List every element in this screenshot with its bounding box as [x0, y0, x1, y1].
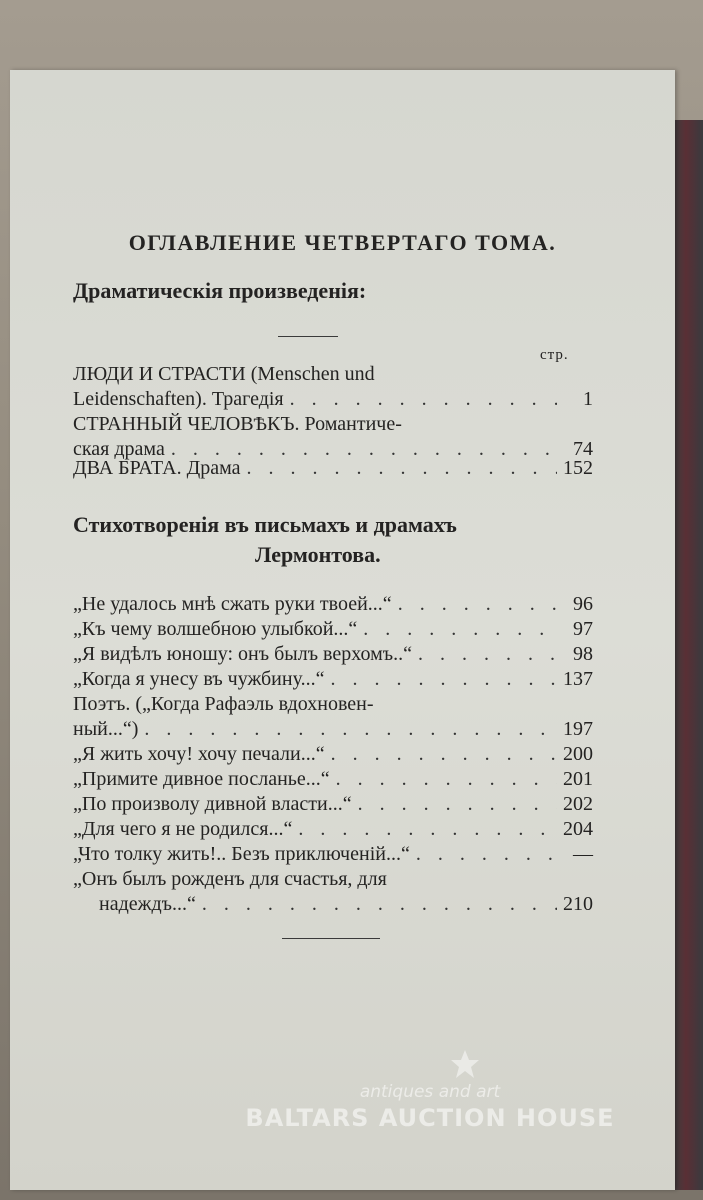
toc-entry: [73, 642, 593, 667]
entry-page-number: 97: [573, 618, 593, 640]
entry-page-number: 96: [573, 593, 593, 615]
entry-page-number: 202: [563, 793, 593, 815]
entry-page-number: 210: [563, 893, 593, 915]
entry-text-line: „Примите дивное посланье...“: [73, 768, 330, 790]
dot-leader: [358, 792, 557, 817]
entry-page-number: 197: [563, 718, 593, 740]
dot-leader: [398, 592, 557, 617]
entry-text-line: надеждъ...“: [99, 893, 196, 915]
toc-entry: [73, 792, 593, 817]
entry-text-line: Leidenschaften). Трагедія: [73, 388, 284, 410]
entry-text-line: „Я жить хочу! хочу печали...“: [73, 743, 325, 765]
entry-text-line: ская драма: [73, 438, 165, 460]
section-heading-poems: [73, 510, 457, 570]
section-heading-line: Стихотворенія въ письмахъ и драмахъ: [73, 512, 457, 537]
entry-text-line: „По произволу дивной власти...“: [73, 793, 352, 815]
entry-page-number: 98: [573, 643, 593, 665]
entry-text-line: ный...“): [73, 718, 139, 740]
toc-entry: [73, 767, 593, 792]
entry-page-number: 204: [563, 818, 593, 840]
dot-leader: [330, 667, 557, 692]
entry-text-line: „Не удалось мнѣ сжать руки твоей...“: [73, 593, 392, 615]
entry-text-line: „Онъ былъ рожденъ для счастья, для: [73, 868, 387, 890]
toc-entry: [73, 412, 593, 462]
dot-leader: [418, 642, 557, 667]
dot-leader: [336, 767, 557, 792]
toc-entry: [73, 692, 593, 742]
dot-leader: [246, 456, 557, 481]
watermark-tagline: antiques and art: [359, 1082, 501, 1102]
toc-entry: [73, 592, 593, 617]
entry-text-line: „Я видѣлъ юношу: онъ былъ верхомъ..“: [73, 643, 412, 665]
auction-crown-icon: [448, 1048, 482, 1082]
entry-text-line: ДВА БРАТА. Драма: [73, 457, 241, 479]
dot-leader: [416, 842, 557, 867]
dot-leader: [144, 717, 557, 742]
entry-text-line: „Что толку жить!.. Безъ приключеній...“: [73, 843, 410, 865]
dot-leader: [331, 742, 557, 767]
entry-text-line: „Для чего я не родился...“: [73, 818, 293, 840]
watermark-brand: BALTARS AUCTION HOUSE: [245, 1104, 615, 1132]
entry-page-number: 74: [573, 438, 593, 460]
divider: [278, 336, 338, 337]
entry-text-line: „Когда я унесу въ чужбину...“: [73, 668, 325, 690]
section-heading-line: Лермонтова.: [255, 542, 381, 567]
entry-text-line: СТРАННЫЙ ЧЕЛОВѢКЪ. Романтиче-: [73, 413, 402, 435]
toc-entry: [73, 617, 593, 642]
divider: [282, 938, 380, 939]
dot-leader: [363, 617, 557, 642]
toc-entry: [73, 362, 593, 412]
toc-entry: [73, 842, 593, 867]
section-heading-dramatic: Драматическія произведенія:: [73, 278, 367, 303]
entry-page-number: 137: [563, 668, 593, 690]
toc-entry: [73, 867, 593, 917]
toc-entry: [73, 456, 593, 481]
page-column-label: стр.: [540, 347, 569, 363]
dot-leader: [298, 817, 557, 842]
entry-text-line: „Къ чему волшебною улыбкой...“: [73, 618, 358, 640]
entry-page-number: 201: [563, 768, 593, 790]
page-title: ОГЛАВЛЕНИЕ ЧЕТВЕРТАГО ТОМА.: [128, 230, 557, 255]
entry-page-number: —: [573, 843, 593, 865]
dot-leader: [202, 892, 557, 917]
auction-watermark: [220, 1082, 640, 1132]
entry-text-line: ЛЮДИ И СТРАСТИ (Menschen und: [73, 363, 375, 385]
entry-page-number: 152: [563, 457, 593, 479]
book-page: [10, 70, 675, 1190]
entry-page-number: 200: [563, 743, 593, 765]
toc-entry: [73, 742, 593, 767]
dot-leader: [290, 387, 557, 412]
toc-entry: [73, 667, 593, 692]
entry-text-line: Поэтъ. („Когда Рафаэль вдохновен-: [73, 693, 374, 715]
entry-page-number: 1: [583, 388, 593, 410]
toc-entry: [73, 817, 593, 842]
